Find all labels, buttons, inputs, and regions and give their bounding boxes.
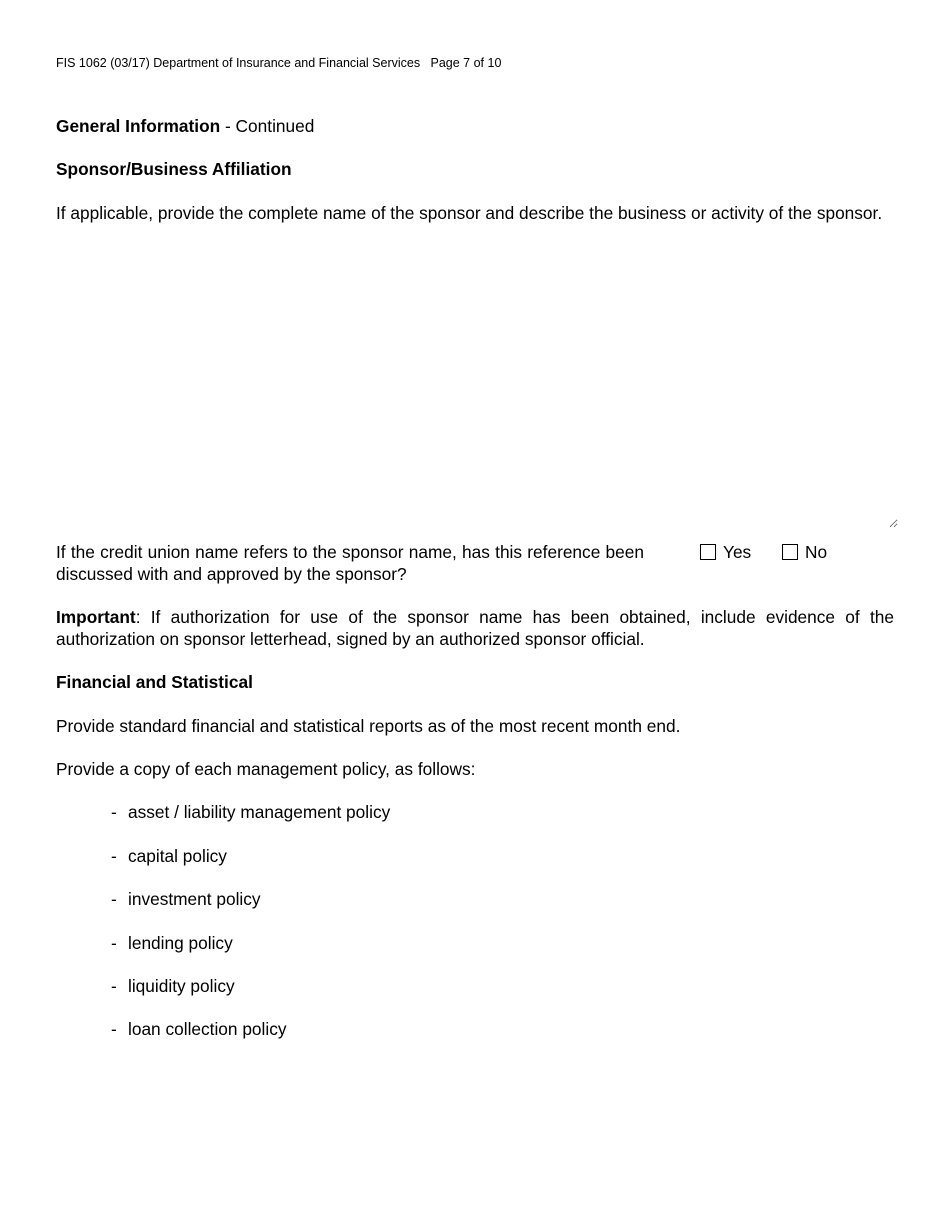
no-checkbox[interactable] (782, 544, 798, 560)
section-title (56, 115, 314, 137)
list-item (111, 801, 390, 823)
list-item (111, 1018, 287, 1040)
important-note (56, 606, 894, 650)
financial-heading: Financial and Statistical (56, 672, 253, 692)
list-dash: - (111, 802, 117, 822)
important-text: : If authorization for use of the sponsor name has been obtained, include evidence of the authorization on sponsor letterhead, signed by an authorized sponsor official. (56, 607, 894, 649)
policy-name: lending policy (128, 933, 233, 953)
policy-name: loan collection policy (128, 1019, 287, 1039)
sponsor-description-field[interactable] (56, 254, 898, 528)
policy-name: asset / liability management policy (128, 802, 391, 822)
no-option[interactable] (782, 541, 827, 563)
sponsor-heading: Sponsor/Business Affiliation (56, 159, 292, 179)
sponsor-approval-question: If the credit union name refers to the sponsor name, has this reference been discussed with and approved by the sponsor? (56, 542, 644, 584)
sponsor-instruction: If applicable, provide the complete name of the sponsor and describe the business or activity of the sponsor. (56, 203, 883, 223)
policy-name: investment policy (128, 889, 261, 909)
yes-checkbox[interactable] (700, 544, 716, 560)
list-dash: - (111, 976, 117, 996)
policy-name: liquidity policy (128, 976, 235, 996)
policies-intro: Provide a copy of each management policy, as follows: (56, 759, 476, 779)
yes-option[interactable] (700, 541, 751, 563)
list-dash: - (111, 1019, 117, 1039)
important-label: Important (56, 607, 136, 627)
list-item (111, 932, 233, 954)
section-title-bold: General Information (56, 116, 221, 136)
no-label: No (805, 542, 828, 562)
list-item (111, 975, 235, 997)
list-dash: - (111, 933, 117, 953)
list-dash: - (111, 889, 117, 909)
yes-label: Yes (723, 542, 752, 562)
list-item (111, 845, 227, 867)
list-dash: - (111, 846, 117, 866)
page-header: FIS 1062 (03/17) Department of Insurance and Financial Services Page 7 of 10 (56, 56, 502, 70)
financial-reports-text: Provide standard financial and statistical reports as of the most recent month end. (56, 716, 681, 736)
list-item (111, 888, 261, 910)
policy-name: capital policy (128, 846, 227, 866)
section-title-suffix: - Continued (220, 116, 315, 136)
